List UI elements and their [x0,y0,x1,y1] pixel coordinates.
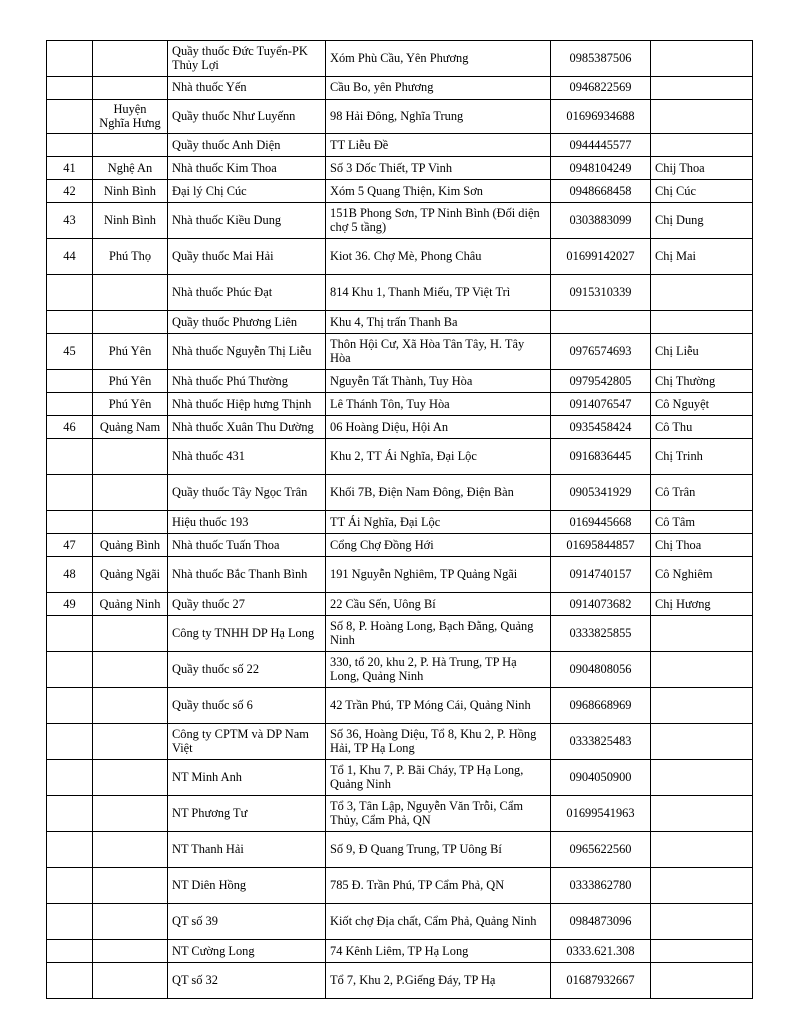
cell-address: 330, tổ 20, khu 2, P. Hà Trung, TP Hạ Long, Quảng Ninh [326,652,551,688]
cell-contact: Chị Hương [651,593,753,616]
cell-address: Số 36, Hoàng Diệu, Tổ 8, Khu 2, P. Hồng Hải, TP Hạ Long [326,724,551,760]
table-row [47,511,753,534]
table-row [47,439,753,475]
cell-pharmacy-name: NT Thanh Hải [168,832,326,868]
cell-address: Tổ 7, Khu 2, P.Giếng Đáy, TP Hạ [326,963,551,999]
cell-contact [651,41,753,77]
cell-contact [651,940,753,963]
cell-pharmacy-name: Quầy thuốc Mai Hải [168,239,326,275]
cell-phone: 0914076547 [551,393,651,416]
cell-pharmacy-name: Đại lý Chị Cúc [168,180,326,203]
cell-contact [651,652,753,688]
cell-phone [551,311,651,334]
cell-pharmacy-name: Quầy thuốc Phương Liên [168,311,326,334]
cell-phone: 0333825855 [551,616,651,652]
cell-contact [651,100,753,134]
table-row [47,963,753,999]
cell-province: Phú Yên [93,370,168,393]
cell-address: Kiốt chợ Địa chất, Cẩm Phả, Quảng Ninh [326,904,551,940]
cell-province: Ninh Bình [93,180,168,203]
cell-phone: 0935458424 [551,416,651,439]
cell-address: Khu 2, TT Ái Nghĩa, Đại Lộc [326,439,551,475]
cell-phone: 01695844857 [551,534,651,557]
table-row [47,134,753,157]
cell-contact [651,796,753,832]
cell-province: Phú Yên [93,334,168,370]
cell-phone: 0169445668 [551,511,651,534]
cell-stt [47,41,93,77]
cell-pharmacy-name: Nhà thuốc Yến [168,77,326,100]
cell-address: 22 Cầu Sến, Uông Bí [326,593,551,616]
cell-phone: 01687932667 [551,963,651,999]
cell-province: Nghệ An [93,157,168,180]
table-row [47,334,753,370]
cell-province: Huyện Nghĩa Hưng [93,100,168,134]
cell-contact [651,77,753,100]
cell-contact: Cô Nguyệt [651,393,753,416]
cell-contact: Chị Thoa [651,534,753,557]
cell-province [93,868,168,904]
cell-province [93,688,168,724]
cell-pharmacy-name: QT số 32 [168,963,326,999]
cell-pharmacy-name: NT Diên Hồng [168,868,326,904]
cell-phone: 0985387506 [551,41,651,77]
cell-stt: 44 [47,239,93,275]
cell-province [93,439,168,475]
table-row [47,593,753,616]
cell-province: Quảng Ninh [93,593,168,616]
cell-phone: 0914740157 [551,557,651,593]
cell-province [93,41,168,77]
cell-contact: Chị Dung [651,203,753,239]
cell-contact: Chị Liễu [651,334,753,370]
cell-pharmacy-name: Nhà thuốc Xuân Thu Dường [168,416,326,439]
cell-province [93,134,168,157]
cell-pharmacy-name: NT Phương Tư [168,796,326,832]
table-row [47,652,753,688]
cell-stt [47,760,93,796]
cell-phone: 0333862780 [551,868,651,904]
cell-address: Tổ 1, Khu 7, P. Bãi Cháy, TP Hạ Long, Quảng Ninh [326,760,551,796]
table-row [47,370,753,393]
cell-stt [47,616,93,652]
table-row [47,557,753,593]
cell-contact [651,275,753,311]
cell-pharmacy-name: Nhà thuốc Nguyễn Thị Liễu [168,334,326,370]
cell-province: Quảng Bình [93,534,168,557]
cell-contact [651,868,753,904]
cell-address: 74 Kênh Liêm, TP Hạ Long [326,940,551,963]
cell-pharmacy-name: Nhà thuốc Phú Thường [168,370,326,393]
cell-address: Xóm Phù Cầu, Yên Phương [326,41,551,77]
cell-phone: 0914073682 [551,593,651,616]
cell-address: 98 Hải Đông, Nghĩa Trung [326,100,551,134]
cell-contact: Cô Thu [651,416,753,439]
cell-pharmacy-name: Nhà thuốc Kiều Dung [168,203,326,239]
cell-pharmacy-name: Quầy thuốc 27 [168,593,326,616]
cell-stt [47,796,93,832]
cell-contact [651,963,753,999]
cell-phone: 0965622560 [551,832,651,868]
table-row [47,475,753,511]
cell-stt: 43 [47,203,93,239]
cell-phone: 0984873096 [551,904,651,940]
cell-phone: 0976574693 [551,334,651,370]
table-row [47,904,753,940]
cell-pharmacy-name: Nhà thuốc Tuấn Thoa [168,534,326,557]
cell-pharmacy-name: Nhà thuốc Bắc Thanh Bình [168,557,326,593]
cell-contact: Chij Thoa [651,157,753,180]
cell-contact [651,832,753,868]
cell-pharmacy-name: Quầy thuốc Tây Ngọc Trân [168,475,326,511]
cell-address: 42 Trần Phú, TP Móng Cái, Quảng Ninh [326,688,551,724]
cell-pharmacy-name: Quầy thuốc Như Luyếnn [168,100,326,134]
cell-phone: 0303883099 [551,203,651,239]
cell-stt [47,439,93,475]
cell-contact: Chị Trinh [651,439,753,475]
table-row [47,616,753,652]
cell-stt [47,475,93,511]
cell-contact [651,311,753,334]
cell-pharmacy-name: Công ty TNHH DP Hạ Long [168,616,326,652]
cell-stt [47,77,93,100]
cell-province [93,475,168,511]
cell-phone: 0333.621.308 [551,940,651,963]
cell-address: Số 8, P. Hoàng Long, Bạch Đằng, Quảng Ninh [326,616,551,652]
cell-province [93,311,168,334]
cell-stt: 42 [47,180,93,203]
cell-stt [47,724,93,760]
cell-contact: Cô Trân [651,475,753,511]
cell-address: Thôn Hội Cư, Xã Hòa Tân Tây, H. Tây Hòa [326,334,551,370]
cell-phone: 0915310339 [551,275,651,311]
cell-stt [47,963,93,999]
cell-address: 06 Hoàng Diệu, Hội An [326,416,551,439]
cell-contact [651,760,753,796]
table-row [47,203,753,239]
cell-province [93,904,168,940]
cell-stt [47,940,93,963]
table-row [47,832,753,868]
cell-province: Quảng Ngãi [93,557,168,593]
cell-province: Phú Yên [93,393,168,416]
cell-contact: Chị Cúc [651,180,753,203]
cell-stt [47,370,93,393]
cell-pharmacy-name: Công ty CPTM và DP Nam Việt [168,724,326,760]
table-row [47,311,753,334]
cell-province [93,652,168,688]
table-row [47,796,753,832]
cell-stt [47,275,93,311]
cell-pharmacy-name: QT số 39 [168,904,326,940]
cell-address: TT Liễu Đề [326,134,551,157]
cell-contact: Cô Nghiêm [651,557,753,593]
cell-address: 151B Phong Sơn, TP Ninh Bình (Đối diện chợ 5 tầng) [326,203,551,239]
cell-contact [651,724,753,760]
cell-address: Khối 7B, Điện Nam Đông, Điện Bàn [326,475,551,511]
table-row [47,157,753,180]
cell-stt: 45 [47,334,93,370]
table-row [47,180,753,203]
cell-phone: 01699541963 [551,796,651,832]
table-row [47,868,753,904]
cell-stt [47,688,93,724]
cell-address: Cổng Chợ Đồng Hới [326,534,551,557]
cell-contact: Chị Mai [651,239,753,275]
cell-phone: 0916836445 [551,439,651,475]
cell-address: Xóm 5 Quang Thiện, Kim Sơn [326,180,551,203]
cell-address: Kiot 36. Chợ Mè, Phong Châu [326,239,551,275]
cell-pharmacy-name: NT Cường Long [168,940,326,963]
cell-contact [651,134,753,157]
cell-pharmacy-name: Nhà thuốc Hiệp hưng Thịnh [168,393,326,416]
cell-address: Nguyễn Tất Thành, Tuy Hòa [326,370,551,393]
cell-contact [651,616,753,652]
cell-province [93,832,168,868]
cell-pharmacy-name: Quầy thuốc số 6 [168,688,326,724]
table-row [47,724,753,760]
cell-stt [47,134,93,157]
pharmacy-listing-table-container [46,40,752,999]
cell-province [93,77,168,100]
cell-phone: 0904808056 [551,652,651,688]
cell-stt: 49 [47,593,93,616]
cell-province [93,963,168,999]
cell-phone: 0946822569 [551,77,651,100]
cell-stt [47,652,93,688]
cell-province [93,275,168,311]
cell-phone: 0333825483 [551,724,651,760]
table-row [47,41,753,77]
cell-stt [47,904,93,940]
cell-pharmacy-name: Nhà thuốc Kim Thoa [168,157,326,180]
cell-address: Lê Thánh Tôn, Tuy Hòa [326,393,551,416]
cell-stt [47,832,93,868]
cell-address: Số 9, Đ Quang Trung, TP Uông Bí [326,832,551,868]
table-row [47,275,753,311]
cell-stt: 46 [47,416,93,439]
cell-address: 191 Nguyễn Nghiêm, TP Quảng Ngãi [326,557,551,593]
table-row [47,416,753,439]
cell-stt [47,511,93,534]
cell-province: Quảng Nam [93,416,168,439]
cell-address: Khu 4, Thị trấn Thanh Ba [326,311,551,334]
cell-stt: 41 [47,157,93,180]
cell-contact: Cô Tâm [651,511,753,534]
cell-address: Cầu Bo, yên Phương [326,77,551,100]
cell-address: Số 3 Dốc Thiết, TP Vinh [326,157,551,180]
cell-phone: 0948668458 [551,180,651,203]
cell-address: 814 Khu 1, Thanh Miếu, TP Việt Trì [326,275,551,311]
cell-stt [47,100,93,134]
cell-contact [651,904,753,940]
cell-address: Tổ 3, Tân Lập, Nguyễn Văn Trỗi, Cẩm Thủy, Cẩm Phả, QN [326,796,551,832]
cell-pharmacy-name: Quầy thuốc Đức Tuyển-PK Thủy Lợi [168,41,326,77]
cell-phone: 0979542805 [551,370,651,393]
cell-province [93,796,168,832]
cell-contact [651,688,753,724]
cell-phone: 0968668969 [551,688,651,724]
cell-province [93,760,168,796]
table-row [47,100,753,134]
table-row [47,77,753,100]
cell-phone: 01699142027 [551,239,651,275]
cell-address: TT Ái Nghĩa, Đại Lộc [326,511,551,534]
cell-province [93,511,168,534]
cell-province: Ninh Bình [93,203,168,239]
table-row [47,760,753,796]
cell-pharmacy-name: Nhà thuốc 431 [168,439,326,475]
pharmacy-listing-table [46,40,753,999]
table-row [47,688,753,724]
cell-phone: 0948104249 [551,157,651,180]
cell-pharmacy-name: Hiệu thuốc 193 [168,511,326,534]
cell-province [93,616,168,652]
cell-phone: 0944445577 [551,134,651,157]
cell-stt [47,868,93,904]
cell-stt [47,393,93,416]
cell-pharmacy-name: Quầy thuốc số 22 [168,652,326,688]
cell-phone: 0905341929 [551,475,651,511]
cell-stt [47,311,93,334]
cell-address: 785 Đ. Trần Phú, TP Cẩm Phả, QN [326,868,551,904]
cell-pharmacy-name: NT Minh Anh [168,760,326,796]
cell-contact: Chị Thường [651,370,753,393]
cell-province: Phú Thọ [93,239,168,275]
cell-phone: 0904050900 [551,760,651,796]
cell-phone: 01696934688 [551,100,651,134]
cell-province [93,940,168,963]
pharmacy-listing-table-body [47,41,753,999]
cell-pharmacy-name: Nhà thuốc Phúc Đạt [168,275,326,311]
cell-province [93,724,168,760]
table-row [47,534,753,557]
table-row [47,940,753,963]
cell-stt: 48 [47,557,93,593]
cell-pharmacy-name: Quầy thuốc Anh Diện [168,134,326,157]
table-row [47,239,753,275]
cell-stt: 47 [47,534,93,557]
table-row [47,393,753,416]
